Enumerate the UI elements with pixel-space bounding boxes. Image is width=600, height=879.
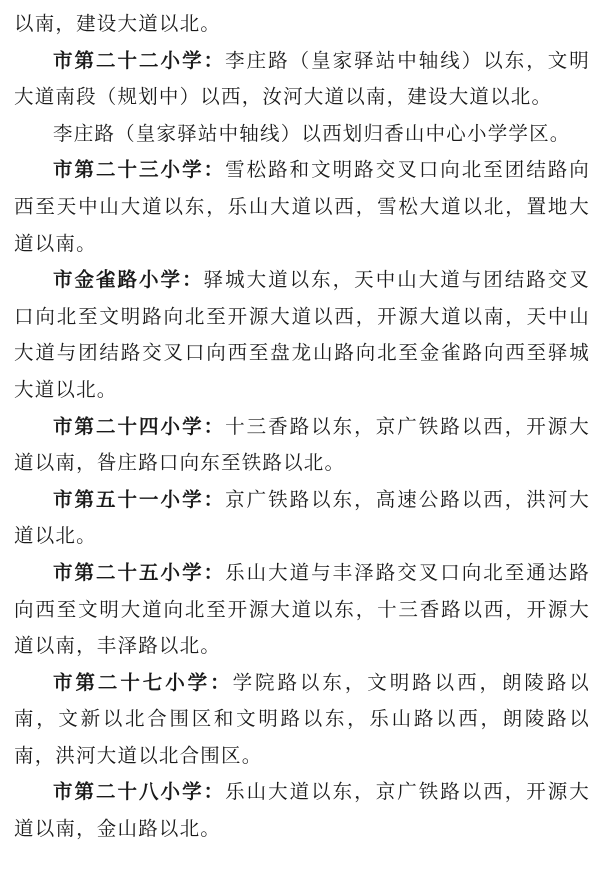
paragraph-school-28 — [14, 774, 590, 847]
school-name: 市第二十二小学： — [53, 48, 226, 72]
school-name: 市第二十八小学： — [53, 780, 226, 804]
paragraph-school-51 — [14, 482, 590, 555]
paragraph-school-25 — [14, 555, 590, 665]
paragraph-text: 乐山大道与丰泽路交叉口向北至通达路向西至文明大道向北至开源大道以东，十三香路以西，开源大道以南，丰泽路以北。 — [14, 560, 590, 658]
paragraph-text: 李庄路（皇家驿站中轴线）以西划归香山中心小学学区。 — [53, 121, 571, 145]
paragraph-continuation — [14, 0, 590, 43]
school-name: 市第二十七小学： — [53, 670, 233, 694]
paragraph-school-24 — [14, 409, 590, 482]
paragraph-text: 学院路以东，文明路以西，朗陵路以南，文新以北合围区和文明路以东，乐山路以西，朗陵路以南，洪河大道以北合围区。 — [14, 670, 591, 767]
school-name: 市第五十一小学： — [53, 487, 226, 511]
paragraph-school-23 — [14, 152, 590, 262]
paragraph-school-22 — [14, 43, 590, 116]
paragraph-text: 以南，建设大道以北。 — [14, 12, 222, 35]
paragraph-text: 京广铁路以东，高速公路以西，洪河大道以北。 — [14, 487, 590, 548]
paragraph-text: 雪松路和文明路交叉口向北至团结路向西至天中山大道以东，乐山大道以西，雪松大道以北，置地大道以南。 — [14, 158, 590, 255]
school-name: 市第二十四小学： — [53, 414, 226, 438]
paragraph-text: 李庄路（皇家驿站中轴线）以东，文明大道南段（规划中）以西，汝河大道以南，建设大道以北。 — [14, 48, 590, 109]
school-name: 市第二十五小学： — [53, 560, 226, 584]
paragraph-school-jinquelu — [14, 262, 590, 408]
paragraph-text: 十三香路以东，京广铁路以西，开源大道以南，昝庄路口向东至铁路以北。 — [14, 414, 590, 475]
paragraph-text: 驿城大道以东，天中山大道与团结路交叉口向北至文明路向北至开源大道以西，开源大道以南，天中山大道与团结路交叉口向西至盘龙山路向北至金雀路向西至驿城大道以北。 — [14, 268, 590, 401]
paragraph-note-xiangshan — [14, 116, 590, 153]
paragraph-school-27 — [14, 665, 590, 775]
paragraph-text: 乐山大道以东，京广铁路以西，开源大道以南，金山路以北。 — [14, 780, 590, 841]
school-name: 市第二十三小学： — [53, 158, 226, 182]
school-name: 市金雀路小学： — [53, 268, 204, 292]
